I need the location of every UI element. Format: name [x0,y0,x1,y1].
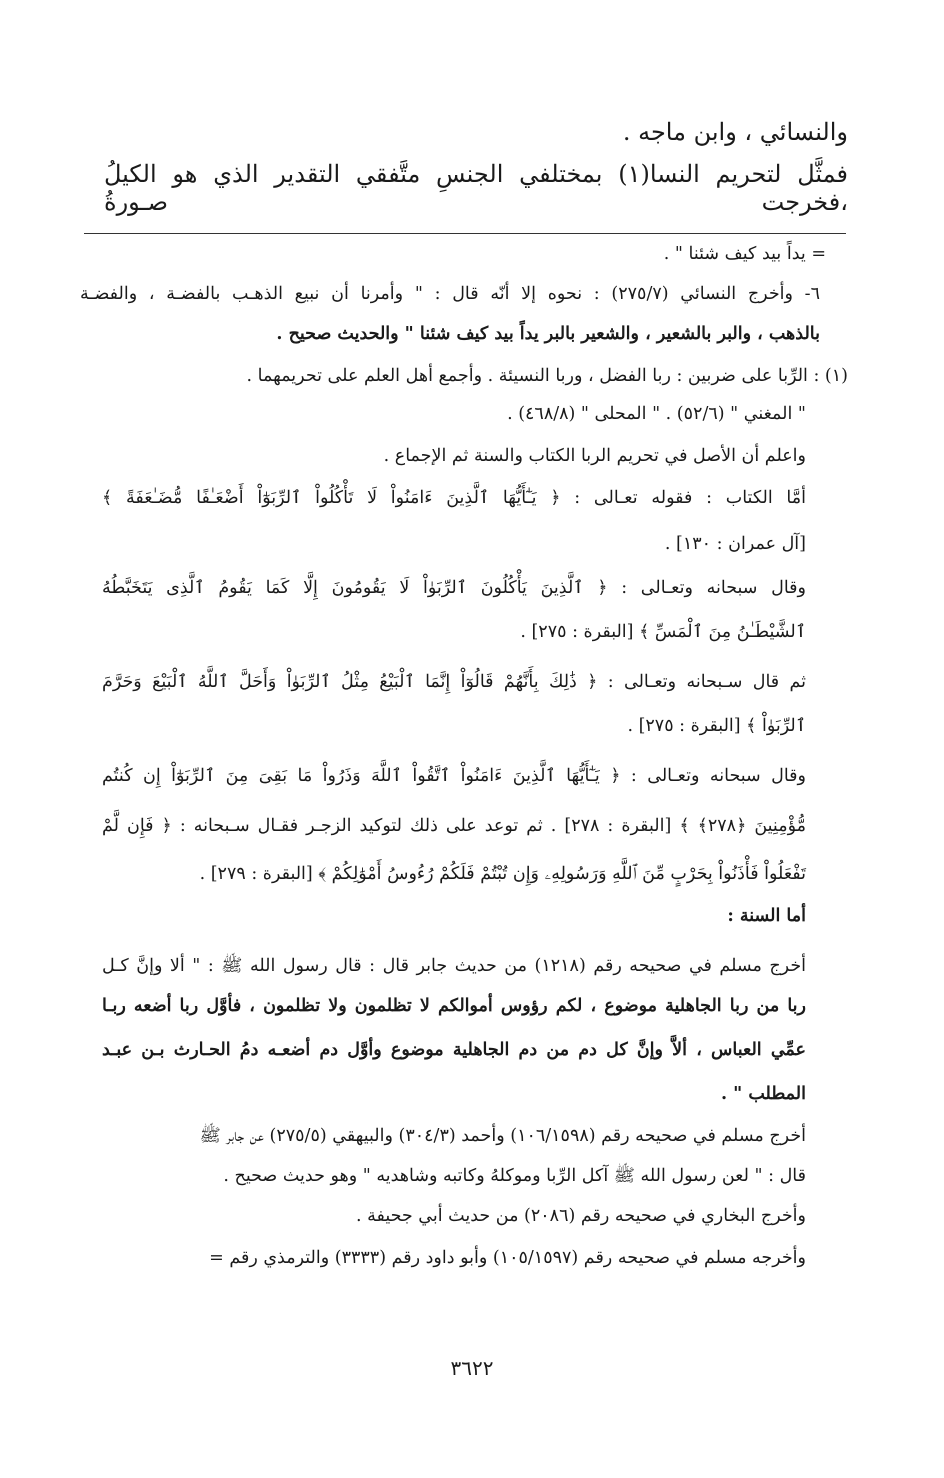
footnote-continuation: = يداً بيد كيف شئنا " . [663,244,826,264]
footnote-1-line-7: ٱلشَّيْطَـٰنُ مِنَ ٱلْمَسِّ ﴾ [البقرة : ٢٧٥] . [520,622,806,642]
footnote-1-line-8: ثم قال سـبحانه وتعـالى : ﴿ ذَٰلِكَ بِأَنَّهُمْ قَالُوٓاْ إِنَّمَا ٱلْبَيْعُ مِثْلُ ٱلرِّبَوٰاْ وَأَحَلَّ ٱللَّهُ ٱلْبَيْعَ وَحَرَّمَ [102,672,806,692]
footnote-1-line-2: " المغني " (٥٢/٦) . " المحلى " (٤٦٨/٨) . [507,404,806,424]
page-number: ٣٦٢٢ [450,1356,494,1380]
main-text-line-2: فمثَّل لتحريم النسا(١) بمختلفي الجنسِ متَّفقي التقدير الذي هو الكيلُ ،فخرجت صـورةُ [104,160,849,216]
footnote-1-line-15: ربا من ربا الجاهلية موضوع ، لكم رؤوس أموالكم لا تظلمون ولا تظلمون ، فأوَّل ربا أضعه ربـا [102,996,806,1016]
footnote-1-line-17: المطلب " . [720,1084,806,1104]
footnote-1-line-1: (١) : الرِّبا على ضربين : ربا الفضل ، وربا النسيئة . وأجمع أهل العلم على تحريمهما . [246,366,848,386]
footnote-1-line-20: وأخرج البخاري في صحيحه رقم (٢٠٨٦) من حديث أبي جحيفة . [355,1206,806,1226]
footnote-1-line-11: مُّؤْمِنِينَ ﴿٢٧٨﴾ ﴾ [البقرة : ٢٧٨] . ثم توعد على ذلك لتوكيد الزجـر فقـال سـبحانه : ﴿ فَإِن لَّمْ [102,816,806,836]
footnote-1-line-9: ٱلرِّبَوٰاْ ﴾ [البقرة : ٢٧٥] . [627,716,806,736]
footnote-1-line-3: واعلم أن الأصل في تحريم الربا الكتاب والسنة ثم الإجماع . [383,446,806,466]
footnote-1-line-5: [آل عمران : ١٣٠] . [664,534,806,554]
footnote-6-line-1: ٦- وأخرج النسائي (٢٧٥/٧) : نحوه إلا أنّه قال : " وأمرنا أن نبيع الذهـب بالفضـة ، والفضـة [80,284,820,304]
main-text-line-1: والنسائي ، وابن ماجه . [622,118,848,146]
footnote-1-line-12: تَفْعَلُواْ فَأْذَنُواْ بِحَرْبٍ مِّنَ ٱللَّهِ وَرَسُولِهِۦ وَإِن تُبْتُمْ فَلَكُمْ رُءُوسُ أَمْوَٰلِكُمْ ﴾ [البقرة : ٢٧٩] . [199,864,806,884]
footnote-1-line-10: وقال سبحانه وتعـالى : ﴿ يَـٰٓأَيُّهَا ٱلَّذِينَ ءَامَنُواْ ٱتَّقُواْ ٱللَّهَ وَذَرُواْ مَا بَقِىَ مِنَ ٱلرِّبَوٰٓاْ إِن كُنتُم [102,766,806,786]
footnote-1-line-13: أما السنة : [727,906,806,926]
footnote-1-line-16: عمِّي العباس ، ألاَّ وإنَّ كل دم من دم الجاهلية موضوع وأوَّل دم أضعـه دمُ الحـارث بـن عبـد [102,1040,806,1060]
footnote-1-line-6: وقال سبحانه وتعـالى : ﴿ ٱلَّذِينَ يَأْكُلُونَ ٱلرِّبَوٰاْ لَا يَقُومُونَ إِلَّا كَمَا يَقُومُ ٱلَّذِى يَتَخَبَّطُهُ [102,578,806,598]
footnote-6-line-2: بالذهب ، والبر بالشعير ، والشعير بالبر يداً بيد كيف شئنا " والحديث صحيح . [276,324,820,344]
footnote-1-line-18: أخرج مسلم في صحيحه رقم (١٠٦/١٥٩٨) وأحمد (٣٠٤/٣) والبيهقي (٢٧٥/٥) عن جابر ﷺ [199,1126,806,1146]
footnote-separator [84,233,846,234]
footnote-1-line-21: وأخرجه مسلم في صحيحه رقم (١٠٥/١٥٩٧) وأبو داود رقم (٣٣٣٣) والترمذي رقم = [209,1248,806,1268]
footnote-1-line-19: قال : " لعن رسول الله ﷺ آكل الرِّبا وموكلهُ وكاتبه وشاهديه " وهو حديث صحيح . [223,1166,806,1186]
footnote-1-line-4: أمَّا الكتاب : فقوله تعـالى : ﴿ يَـٰٓأَيُّهَا ٱلَّذِينَ ءَامَنُواْ لَا تَأْكُلُواْ ٱلرِّبَوٰٓاْ أَضْعَـٰفًا مُّضَـٰعَفَةً ﴾ [102,488,806,508]
footnote-1-line-14: أخرج مسلم في صحيحه رقم (١٢١٨) من حديث جابر قال : قال رسول الله ﷺ : " ألا وإنَّ كـل [102,956,807,976]
